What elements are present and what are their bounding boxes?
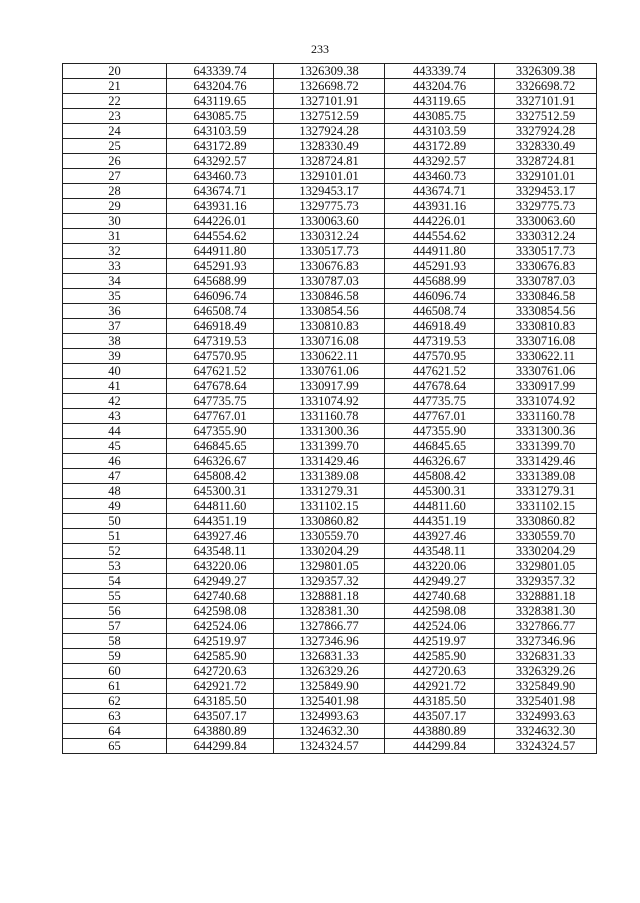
point-number-cell: 51 (63, 529, 167, 544)
y2-coordinate-cell: 3326329.26 (495, 664, 597, 679)
y-coordinate-cell: 1331429.46 (274, 454, 385, 469)
y-coordinate-cell: 1331389.08 (274, 469, 385, 484)
point-number-cell: 49 (63, 499, 167, 514)
y-coordinate-cell: 1327346.96 (274, 634, 385, 649)
x2-coordinate-cell: 443103.59 (385, 124, 495, 139)
y2-coordinate-cell: 3330676.83 (495, 259, 597, 274)
y2-coordinate-cell: 3329357.32 (495, 574, 597, 589)
x-coordinate-cell: 645688.99 (167, 274, 274, 289)
x2-coordinate-cell: 445808.42 (385, 469, 495, 484)
x-coordinate-cell: 646096.74 (167, 289, 274, 304)
y2-coordinate-cell: 3331300.36 (495, 424, 597, 439)
point-number-cell: 48 (63, 484, 167, 499)
table-row (63, 664, 597, 679)
x-coordinate-cell: 647767.01 (167, 409, 274, 424)
y2-coordinate-cell: 3330559.70 (495, 529, 597, 544)
x2-coordinate-cell: 443674.71 (385, 184, 495, 199)
y2-coordinate-cell: 3325849.90 (495, 679, 597, 694)
y-coordinate-cell: 1330846.58 (274, 289, 385, 304)
y2-coordinate-cell: 3327346.96 (495, 634, 597, 649)
x-coordinate-cell: 647621.52 (167, 364, 274, 379)
y-coordinate-cell: 1331102.15 (274, 499, 385, 514)
y2-coordinate-cell: 3325401.98 (495, 694, 597, 709)
table-row (63, 724, 597, 739)
y-coordinate-cell: 1331279.31 (274, 484, 385, 499)
point-number-cell: 50 (63, 514, 167, 529)
x-coordinate-cell: 644911.80 (167, 244, 274, 259)
x2-coordinate-cell: 444811.60 (385, 499, 495, 514)
x-coordinate-cell: 643103.59 (167, 124, 274, 139)
x-coordinate-cell: 643674.71 (167, 184, 274, 199)
table-row (63, 634, 597, 649)
table-row (63, 199, 597, 214)
y-coordinate-cell: 1331300.36 (274, 424, 385, 439)
page-number: 233 (311, 42, 329, 56)
x2-coordinate-cell: 446845.65 (385, 439, 495, 454)
table-row (63, 649, 597, 664)
y-coordinate-cell: 1324324.57 (274, 739, 385, 754)
table-row (63, 694, 597, 709)
point-number-cell: 33 (63, 259, 167, 274)
table-row (63, 619, 597, 634)
y-coordinate-cell: 1330676.83 (274, 259, 385, 274)
point-number-cell: 52 (63, 544, 167, 559)
x-coordinate-cell: 643339.74 (167, 64, 274, 79)
point-number-cell: 25 (63, 139, 167, 154)
x-coordinate-cell: 642921.72 (167, 679, 274, 694)
table-row (63, 484, 597, 499)
table-row (63, 304, 597, 319)
x-coordinate-cell: 647319.53 (167, 334, 274, 349)
x-coordinate-cell: 643220.06 (167, 559, 274, 574)
y-coordinate-cell: 1330312.24 (274, 229, 385, 244)
coordinate-table (62, 63, 597, 754)
table-row (63, 589, 597, 604)
x2-coordinate-cell: 443931.16 (385, 199, 495, 214)
table-row (63, 439, 597, 454)
y2-coordinate-cell: 3331074.92 (495, 394, 597, 409)
x2-coordinate-cell: 443185.50 (385, 694, 495, 709)
y-coordinate-cell: 1327101.91 (274, 94, 385, 109)
y-coordinate-cell: 1326329.26 (274, 664, 385, 679)
x-coordinate-cell: 643119.65 (167, 94, 274, 109)
table-row (63, 349, 597, 364)
x-coordinate-cell: 642949.27 (167, 574, 274, 589)
point-number-cell: 26 (63, 154, 167, 169)
y2-coordinate-cell: 3328881.18 (495, 589, 597, 604)
y2-coordinate-cell: 3330810.83 (495, 319, 597, 334)
x-coordinate-cell: 643460.73 (167, 169, 274, 184)
table-row (63, 499, 597, 514)
y2-coordinate-cell: 3326698.72 (495, 79, 597, 94)
y-coordinate-cell: 1327512.59 (274, 109, 385, 124)
point-number-cell: 34 (63, 274, 167, 289)
x-coordinate-cell: 642519.97 (167, 634, 274, 649)
x-coordinate-cell: 646845.65 (167, 439, 274, 454)
point-number-cell: 57 (63, 619, 167, 634)
point-number-cell: 63 (63, 709, 167, 724)
x-coordinate-cell: 645808.42 (167, 469, 274, 484)
point-number-cell: 46 (63, 454, 167, 469)
point-number-cell: 39 (63, 349, 167, 364)
table-row (63, 469, 597, 484)
y2-coordinate-cell: 3330622.11 (495, 349, 597, 364)
table-row (63, 424, 597, 439)
y2-coordinate-cell: 3327924.28 (495, 124, 597, 139)
y2-coordinate-cell: 3329101.01 (495, 169, 597, 184)
x-coordinate-cell: 647355.90 (167, 424, 274, 439)
x-coordinate-cell: 647678.64 (167, 379, 274, 394)
y2-coordinate-cell: 3330860.82 (495, 514, 597, 529)
y-coordinate-cell: 1326309.38 (274, 64, 385, 79)
table-row (63, 289, 597, 304)
y2-coordinate-cell: 3330517.73 (495, 244, 597, 259)
y-coordinate-cell: 1328724.81 (274, 154, 385, 169)
y2-coordinate-cell: 3326309.38 (495, 64, 597, 79)
y2-coordinate-cell: 3331279.31 (495, 484, 597, 499)
table-row (63, 334, 597, 349)
y2-coordinate-cell: 3330917.99 (495, 379, 597, 394)
table-row (63, 739, 597, 754)
point-number-cell: 55 (63, 589, 167, 604)
y-coordinate-cell: 1327866.77 (274, 619, 385, 634)
y2-coordinate-cell: 3331160.78 (495, 409, 597, 424)
y-coordinate-cell: 1325401.98 (274, 694, 385, 709)
y-coordinate-cell: 1326831.33 (274, 649, 385, 664)
point-number-cell: 36 (63, 304, 167, 319)
table-row (63, 319, 597, 334)
point-number-cell: 41 (63, 379, 167, 394)
table-row (63, 709, 597, 724)
y2-coordinate-cell: 3330787.03 (495, 274, 597, 289)
x2-coordinate-cell: 447570.95 (385, 349, 495, 364)
x2-coordinate-cell: 445291.93 (385, 259, 495, 274)
x-coordinate-cell: 646326.67 (167, 454, 274, 469)
y2-coordinate-cell: 3329801.05 (495, 559, 597, 574)
x2-coordinate-cell: 443927.46 (385, 529, 495, 544)
x2-coordinate-cell: 442598.08 (385, 604, 495, 619)
table-row (63, 604, 597, 619)
point-number-cell: 24 (63, 124, 167, 139)
x-coordinate-cell: 647735.75 (167, 394, 274, 409)
x-coordinate-cell: 643927.46 (167, 529, 274, 544)
x2-coordinate-cell: 443292.57 (385, 154, 495, 169)
table-row (63, 214, 597, 229)
x2-coordinate-cell: 444351.19 (385, 514, 495, 529)
x2-coordinate-cell: 443460.73 (385, 169, 495, 184)
x-coordinate-cell: 644299.84 (167, 739, 274, 754)
point-number-cell: 43 (63, 409, 167, 424)
y2-coordinate-cell: 3331399.70 (495, 439, 597, 454)
table-row (63, 244, 597, 259)
y-coordinate-cell: 1326698.72 (274, 79, 385, 94)
x2-coordinate-cell: 442585.90 (385, 649, 495, 664)
table-row (63, 679, 597, 694)
y-coordinate-cell: 1328881.18 (274, 589, 385, 604)
y-coordinate-cell: 1330787.03 (274, 274, 385, 289)
y-coordinate-cell: 1324632.30 (274, 724, 385, 739)
y2-coordinate-cell: 3331429.46 (495, 454, 597, 469)
table-row (63, 514, 597, 529)
table-row (63, 544, 597, 559)
x2-coordinate-cell: 444911.80 (385, 244, 495, 259)
x-coordinate-cell: 643172.89 (167, 139, 274, 154)
x2-coordinate-cell: 446096.74 (385, 289, 495, 304)
point-number-cell: 40 (63, 364, 167, 379)
table-row (63, 454, 597, 469)
y-coordinate-cell: 1330559.70 (274, 529, 385, 544)
point-number-cell: 29 (63, 199, 167, 214)
x-coordinate-cell: 642524.06 (167, 619, 274, 634)
y2-coordinate-cell: 3327101.91 (495, 94, 597, 109)
x2-coordinate-cell: 447678.64 (385, 379, 495, 394)
point-number-cell: 59 (63, 649, 167, 664)
x2-coordinate-cell: 442921.72 (385, 679, 495, 694)
x-coordinate-cell: 644351.19 (167, 514, 274, 529)
y-coordinate-cell: 1328330.49 (274, 139, 385, 154)
y-coordinate-cell: 1329357.32 (274, 574, 385, 589)
y-coordinate-cell: 1330854.56 (274, 304, 385, 319)
y2-coordinate-cell: 3330846.58 (495, 289, 597, 304)
x-coordinate-cell: 643507.17 (167, 709, 274, 724)
x-coordinate-cell: 642585.90 (167, 649, 274, 664)
x-coordinate-cell: 645300.31 (167, 484, 274, 499)
x2-coordinate-cell: 445300.31 (385, 484, 495, 499)
point-number-cell: 44 (63, 424, 167, 439)
x2-coordinate-cell: 442740.68 (385, 589, 495, 604)
x2-coordinate-cell: 442519.97 (385, 634, 495, 649)
y-coordinate-cell: 1330622.11 (274, 349, 385, 364)
point-number-cell: 30 (63, 214, 167, 229)
x2-coordinate-cell: 442720.63 (385, 664, 495, 679)
y2-coordinate-cell: 3330854.56 (495, 304, 597, 319)
x2-coordinate-cell: 444299.84 (385, 739, 495, 754)
point-number-cell: 60 (63, 664, 167, 679)
x2-coordinate-cell: 443339.74 (385, 64, 495, 79)
point-number-cell: 65 (63, 739, 167, 754)
point-number-cell: 32 (63, 244, 167, 259)
table-row (63, 184, 597, 199)
y-coordinate-cell: 1331074.92 (274, 394, 385, 409)
table-row (63, 574, 597, 589)
y-coordinate-cell: 1329453.17 (274, 184, 385, 199)
y-coordinate-cell: 1330917.99 (274, 379, 385, 394)
x2-coordinate-cell: 446508.74 (385, 304, 495, 319)
y2-coordinate-cell: 3328330.49 (495, 139, 597, 154)
y2-coordinate-cell: 3331389.08 (495, 469, 597, 484)
x-coordinate-cell: 643085.75 (167, 109, 274, 124)
point-number-cell: 22 (63, 94, 167, 109)
table-row (63, 379, 597, 394)
x-coordinate-cell: 644226.01 (167, 214, 274, 229)
point-number-cell: 20 (63, 64, 167, 79)
x2-coordinate-cell: 447355.90 (385, 424, 495, 439)
x-coordinate-cell: 643292.57 (167, 154, 274, 169)
y2-coordinate-cell: 3324632.30 (495, 724, 597, 739)
x2-coordinate-cell: 442949.27 (385, 574, 495, 589)
y-coordinate-cell: 1325849.90 (274, 679, 385, 694)
x2-coordinate-cell: 444554.62 (385, 229, 495, 244)
x2-coordinate-cell: 446326.67 (385, 454, 495, 469)
x-coordinate-cell: 642598.08 (167, 604, 274, 619)
y2-coordinate-cell: 3329775.73 (495, 199, 597, 214)
point-number-cell: 35 (63, 289, 167, 304)
x2-coordinate-cell: 443220.06 (385, 559, 495, 574)
y-coordinate-cell: 1329775.73 (274, 199, 385, 214)
y-coordinate-cell: 1329101.01 (274, 169, 385, 184)
y2-coordinate-cell: 3327866.77 (495, 619, 597, 634)
table-row (63, 94, 597, 109)
x-coordinate-cell: 647570.95 (167, 349, 274, 364)
table-row (63, 124, 597, 139)
x-coordinate-cell: 643880.89 (167, 724, 274, 739)
y-coordinate-cell: 1329801.05 (274, 559, 385, 574)
y2-coordinate-cell: 3328381.30 (495, 604, 597, 619)
y2-coordinate-cell: 3330312.24 (495, 229, 597, 244)
x-coordinate-cell: 643185.50 (167, 694, 274, 709)
point-number-cell: 28 (63, 184, 167, 199)
table-row (63, 64, 597, 79)
x2-coordinate-cell: 443880.89 (385, 724, 495, 739)
point-number-cell: 38 (63, 334, 167, 349)
table-row (63, 559, 597, 574)
y-coordinate-cell: 1330860.82 (274, 514, 385, 529)
x2-coordinate-cell: 444226.01 (385, 214, 495, 229)
coordinate-table-body (63, 64, 597, 754)
y2-coordinate-cell: 3328724.81 (495, 154, 597, 169)
point-number-cell: 56 (63, 604, 167, 619)
y-coordinate-cell: 1330716.08 (274, 334, 385, 349)
point-number-cell: 61 (63, 679, 167, 694)
y2-coordinate-cell: 3330063.60 (495, 214, 597, 229)
x-coordinate-cell: 643548.11 (167, 544, 274, 559)
x2-coordinate-cell: 443204.76 (385, 79, 495, 94)
x2-coordinate-cell: 446918.49 (385, 319, 495, 334)
point-number-cell: 21 (63, 79, 167, 94)
x2-coordinate-cell: 447767.01 (385, 409, 495, 424)
x-coordinate-cell: 643204.76 (167, 79, 274, 94)
x-coordinate-cell: 643931.16 (167, 199, 274, 214)
x2-coordinate-cell: 447735.75 (385, 394, 495, 409)
table-row (63, 139, 597, 154)
point-number-cell: 62 (63, 694, 167, 709)
x2-coordinate-cell: 443085.75 (385, 109, 495, 124)
table-row (63, 409, 597, 424)
point-number-cell: 58 (63, 634, 167, 649)
table-row (63, 169, 597, 184)
table-row (63, 109, 597, 124)
y2-coordinate-cell: 3331102.15 (495, 499, 597, 514)
y-coordinate-cell: 1331160.78 (274, 409, 385, 424)
x-coordinate-cell: 642740.68 (167, 589, 274, 604)
table-row (63, 394, 597, 409)
y-coordinate-cell: 1330810.83 (274, 319, 385, 334)
y-coordinate-cell: 1331399.70 (274, 439, 385, 454)
y2-coordinate-cell: 3327512.59 (495, 109, 597, 124)
x-coordinate-cell: 644554.62 (167, 229, 274, 244)
table-row (63, 259, 597, 274)
y2-coordinate-cell: 3329453.17 (495, 184, 597, 199)
x-coordinate-cell: 646508.74 (167, 304, 274, 319)
y2-coordinate-cell: 3324993.63 (495, 709, 597, 724)
x2-coordinate-cell: 445688.99 (385, 274, 495, 289)
table-row (63, 529, 597, 544)
x2-coordinate-cell: 447621.52 (385, 364, 495, 379)
x-coordinate-cell: 645291.93 (167, 259, 274, 274)
table-row (63, 364, 597, 379)
x2-coordinate-cell: 442524.06 (385, 619, 495, 634)
y-coordinate-cell: 1330517.73 (274, 244, 385, 259)
table-row (63, 79, 597, 94)
point-number-cell: 64 (63, 724, 167, 739)
point-number-cell: 23 (63, 109, 167, 124)
table-row (63, 229, 597, 244)
point-number-cell: 47 (63, 469, 167, 484)
point-number-cell: 27 (63, 169, 167, 184)
x2-coordinate-cell: 447319.53 (385, 334, 495, 349)
x2-coordinate-cell: 443172.89 (385, 139, 495, 154)
y2-coordinate-cell: 3330761.06 (495, 364, 597, 379)
y-coordinate-cell: 1330761.06 (274, 364, 385, 379)
y-coordinate-cell: 1330063.60 (274, 214, 385, 229)
x2-coordinate-cell: 443507.17 (385, 709, 495, 724)
point-number-cell: 45 (63, 439, 167, 454)
x2-coordinate-cell: 443548.11 (385, 544, 495, 559)
point-number-cell: 37 (63, 319, 167, 334)
y-coordinate-cell: 1328381.30 (274, 604, 385, 619)
y-coordinate-cell: 1327924.28 (274, 124, 385, 139)
y2-coordinate-cell: 3330204.29 (495, 544, 597, 559)
point-number-cell: 42 (63, 394, 167, 409)
y-coordinate-cell: 1330204.29 (274, 544, 385, 559)
x-coordinate-cell: 644811.60 (167, 499, 274, 514)
x2-coordinate-cell: 443119.65 (385, 94, 495, 109)
point-number-cell: 54 (63, 574, 167, 589)
point-number-cell: 31 (63, 229, 167, 244)
table-row (63, 274, 597, 289)
x-coordinate-cell: 642720.63 (167, 664, 274, 679)
table-row (63, 154, 597, 169)
y2-coordinate-cell: 3330716.08 (495, 334, 597, 349)
y2-coordinate-cell: 3326831.33 (495, 649, 597, 664)
y2-coordinate-cell: 3324324.57 (495, 739, 597, 754)
x-coordinate-cell: 646918.49 (167, 319, 274, 334)
y-coordinate-cell: 1324993.63 (274, 709, 385, 724)
point-number-cell: 53 (63, 559, 167, 574)
